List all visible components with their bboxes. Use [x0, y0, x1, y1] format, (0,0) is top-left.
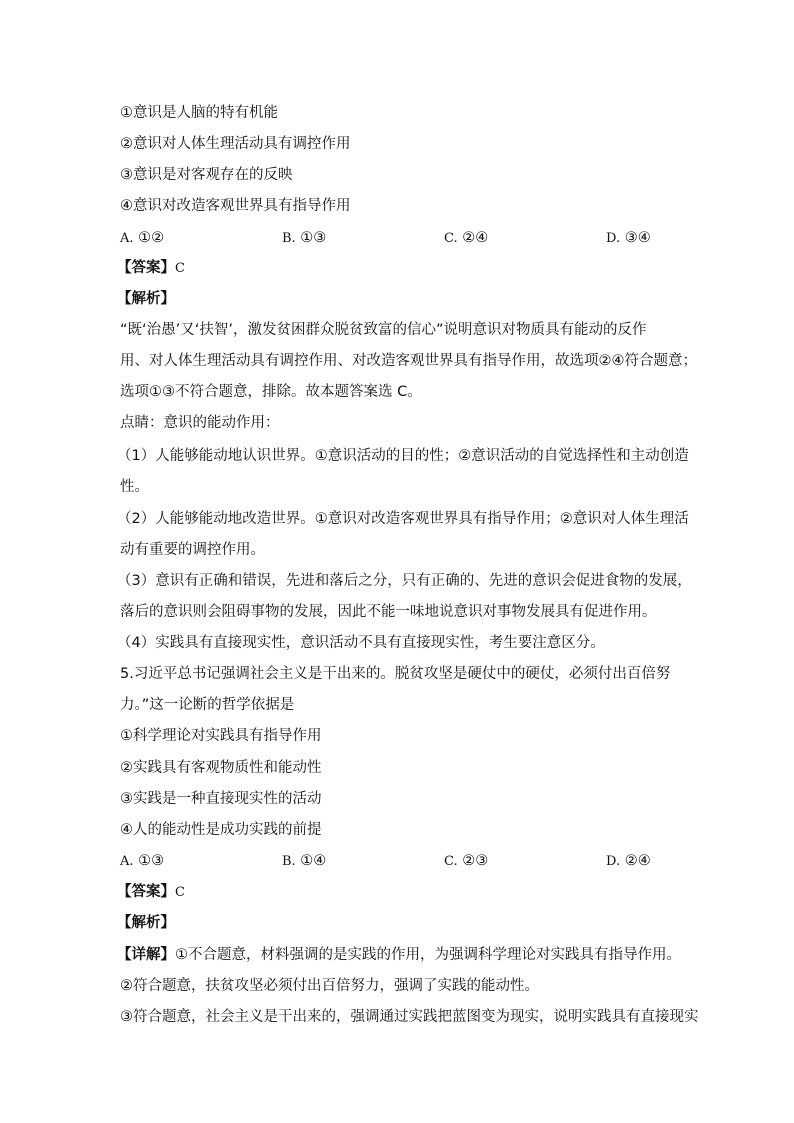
q5-analysis-label: 【解析】: [117, 915, 175, 931]
q4-option-c: [444, 228, 488, 249]
tip-line-5: （3）意识有正确和错误，先进和落后之分，只有正确的、先进的意识会促进食物的发展，: [117, 573, 692, 589]
q5-stem-line-2: 力。”这一论断的哲学依据是: [120, 697, 295, 713]
q4-analysis-line-2: 用、对人体生理活动具有调控作用、对改造客观世界具有指导作用，故选项②④符合题意；: [120, 353, 697, 369]
detail-label: 【详解】: [117, 947, 175, 963]
tip-line-6: 落后的意识则会阻碍事物的发展，因此不能一味地说意识对事物发展具有促进作用。: [120, 604, 657, 620]
option-text: ①③: [300, 230, 327, 246]
option-text: ③④: [624, 230, 651, 246]
option-text: ①④: [300, 853, 327, 869]
option-text: ②③: [462, 853, 489, 869]
q5-statement-4: ④人的能动性是成功实践的前提: [120, 822, 322, 838]
q4-option-a: [120, 228, 164, 249]
answer-value: C: [175, 885, 185, 900]
option-text: ①②: [138, 230, 165, 246]
q4-statement-2: ②意识对人体生理活动具有调控作用: [120, 136, 351, 152]
q4-answer: [117, 258, 185, 279]
q5-answer: [117, 882, 185, 903]
q5-stem-line-1: 5.习近平总书记强调社会主义是干出来的。脱贫攻坚是硬仗中的硬仗，必须付出百倍努: [120, 666, 671, 682]
q4-statement-3: ③意识是对客观存在的反映: [120, 167, 293, 183]
q4-option-b: [282, 228, 326, 249]
tip-line-1: （1）人能够能动地认识世界。①意识活动的目的性；②意识活动的自觉选择性和主动创造: [117, 448, 689, 464]
answer-label: 【答案】: [117, 260, 175, 276]
q4-option-d: [606, 228, 651, 249]
tip-line-7: （4）实践具有直接现实性，意识活动不具有直接现实性，考生要注意区分。: [117, 635, 605, 651]
q5-option-c: [444, 851, 488, 872]
option-key: C.: [444, 231, 458, 246]
option-text: ②④: [462, 230, 489, 246]
answer-value: C: [175, 261, 185, 276]
q4-analysis-line-3: 选项①③不符合题意，排除。故本题答案选 C。: [120, 384, 422, 400]
q4-statement-4: ④意识对改造客观世界具有指导作用: [120, 198, 351, 214]
q5-option-a: [120, 851, 164, 872]
q5-detail-line-1: [117, 945, 681, 965]
option-text: ①③: [138, 853, 165, 869]
detail-text: ①不合题意，材料强调的是实践的作用，为强调科学理论对实践具有指导作用。: [175, 947, 681, 963]
option-key: A.: [120, 231, 134, 246]
q5-statement-3: ③实践是一种直接现实性的活动: [120, 791, 322, 807]
option-key: C.: [444, 854, 458, 869]
q4-analysis-line-1: “既‘治愚’又‘扶智’，激发贫困群众脱贫致富的信心”说明意识对物质具有能动的反作: [120, 322, 647, 338]
tip-title: 点睛：意识的能动作用：: [120, 415, 280, 431]
q5-statement-2: ②实践具有客观物质性和能动性: [120, 760, 322, 776]
option-key: B.: [282, 231, 296, 246]
answer-label: 【答案】: [117, 884, 175, 900]
q4-analysis-label: 【解析】: [117, 291, 175, 307]
option-key: B.: [282, 854, 296, 869]
q5-option-b: [282, 851, 326, 872]
option-key: D.: [606, 854, 621, 869]
tip-line-4: 动有重要的调控作用。: [120, 542, 265, 558]
option-key: A.: [120, 854, 134, 869]
tip-line-2: 性。: [120, 479, 149, 495]
q4-statement-1: ①意识是人脑的特有机能: [120, 105, 278, 121]
q5-detail-line-2: ②符合题意，扶贫攻坚必须付出百倍努力，强调了实践的能动性。: [120, 978, 539, 994]
option-text: ②④: [624, 853, 651, 869]
q5-detail-line-3: ③符合题意，社会主义是干出来的，强调通过实践把蓝图变为现实，说明实践具有直接现实: [120, 1009, 699, 1025]
q5-statement-1: ①科学理论对实践具有指导作用: [120, 728, 322, 744]
option-key: D.: [606, 231, 621, 246]
q5-option-d: [606, 851, 651, 872]
tip-line-3: （2）人能够能动地改造世界。①意识对改造客观世界具有指导作用；②意识对人体生理活: [117, 511, 689, 527]
